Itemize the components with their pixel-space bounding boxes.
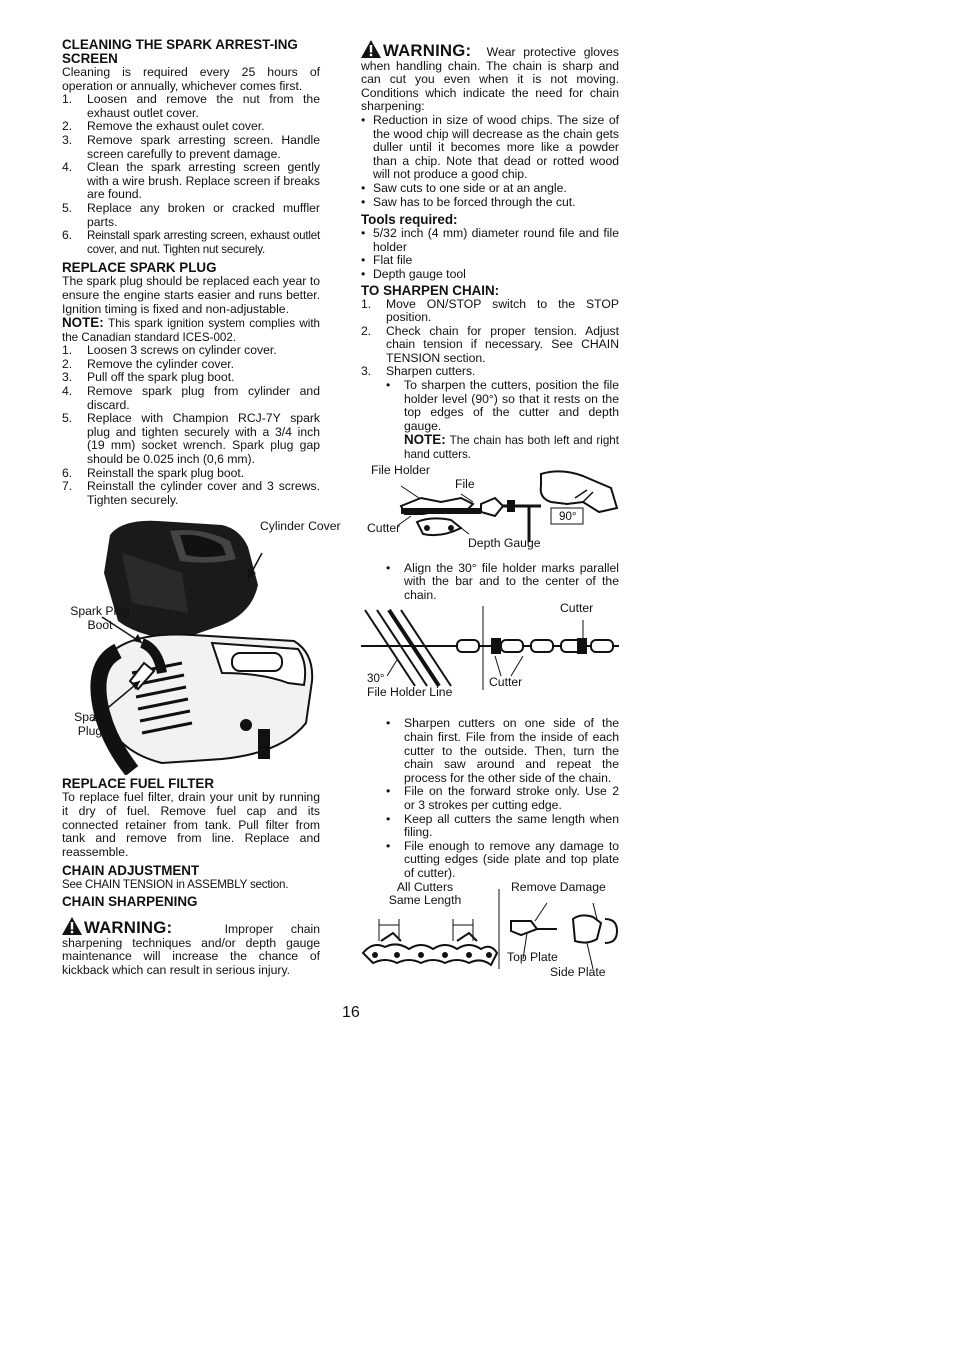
label-angle-30: 30° (367, 672, 385, 686)
list-item: • Align the 30° file holder marks parallel with the bar and to the center of the chain. (386, 562, 619, 603)
file-holder-figure (361, 462, 619, 556)
cutters-figure (361, 879, 619, 987)
spark-screen-steps (62, 93, 320, 256)
left-column (62, 37, 341, 977)
list-item: 2. Check chain for proper tension. Adjust chain tension if necessary. See CHAIN TENSION section. (361, 323, 619, 365)
file-holder-line-figure (361, 601, 619, 712)
warning-icon (361, 40, 381, 58)
tools-required-title: Tools required: (361, 212, 458, 228)
sharpen-substeps-3 (361, 717, 619, 880)
section-title-spark-plug: REPLACE SPARK PLUG (62, 260, 217, 276)
list-item: 5. Replace with Champion RCJ-7Y spark plug and tighten securely with a 3/4 inch (19 mm) socket wrench. Spark plug gap should be 0.025 inch (0,6 mm). (62, 411, 320, 467)
list-item: 3. Pull off the spark plug boot. (62, 370, 235, 385)
list-item: 1. Loosen 3 screws on cylinder cover. (62, 343, 277, 358)
spark-plug-note: NOTE: This spark ignition system complies with the Canadian standard ICES-002. (62, 315, 320, 344)
spark-screen-intro: Cleaning is required every 25 hours of operation or annually, whichever comes first. (62, 65, 320, 93)
list-item: • File on the forward stroke only. Use 2 or 3 strokes per cutting edge. (386, 785, 619, 812)
list-item: • Reduction in size of wood chips. The size of the wood chip will decrease as the chain gets duller until it becomes more like a powder than a chip. Note that dead or rotted wood will not produce a good chip. (361, 114, 619, 182)
label-depth-gauge: Depth Gauge (468, 535, 541, 550)
list-item: • Flat file (361, 254, 619, 268)
list-item: 4. Clean the spark arresting screen gently with a wire brush. Replace screen if breaks are found. (62, 160, 320, 202)
list-item: • Saw has to be forced through the cut. (361, 196, 619, 210)
section-title-fuel-filter: REPLACE FUEL FILTER (62, 776, 215, 792)
label-spark-plug-boot: Spark Plug Boot (70, 604, 130, 632)
label-file-holder: File Holder (371, 462, 430, 477)
label-cutter-top: Cutter (560, 601, 594, 616)
label-remove-damage: Remove Damage (511, 879, 606, 894)
label-top-plate: Top Plate (507, 949, 558, 964)
list-item: 2. Remove the cylinder cover. (62, 356, 234, 371)
page-number: 16 (342, 1004, 360, 1021)
list-item: • Sharpen cutters on one side of the chain first. File from the inside of each cutter to the outside. Then, turn the chain saw around and repeat the process for the other side of the chain. (386, 717, 619, 785)
sharpen-substeps-2 (361, 562, 619, 603)
spark-plug-intro: The spark plug should be replaced each year to ensure the engine starts easier and runs better. Ignition timing is fixed and non-adjustable. (62, 274, 320, 316)
list-item: • Depth gauge tool (361, 268, 619, 282)
chain-adjustment-text: See CHAIN TENSION in ASSEMBLY section. (62, 878, 289, 892)
list-item: 2. Remove the exhaust oulet cover. (62, 119, 265, 134)
warning-icon (62, 917, 82, 935)
to-sharpen-chain-title: TO SHARPEN CHAIN: (361, 282, 500, 298)
label-file: File (455, 476, 475, 491)
list-item: 1. Loosen and remove the nut from the exhaust outlet cover. (62, 92, 320, 120)
fuel-filter-text: To replace fuel filter, drain your unit by running it dry of fuel. Remove fuel cap and its connected retainer from tank. Pull filter from tank and remove from line. Replace and reassemble. (62, 790, 320, 859)
sharpen-substeps-1 (361, 379, 619, 462)
label-all-cutters-same-length: All Cutters Same Length (388, 879, 462, 907)
right-column (361, 41, 619, 987)
label-cylinder-cover: Cylinder Cover (260, 519, 341, 534)
section-title-chain-sharpening: CHAIN SHARPENING (62, 893, 198, 909)
list-item: 1. Move ON/STOP switch to the STOP position. (361, 296, 619, 325)
tools-list (361, 227, 619, 281)
list-item: 6. Reinstall the spark plug boot. (62, 465, 245, 480)
chain-sharpening-warning: WARNING: Improper chain sharpening techniques and/or depth gauge maintenance will increase the chance of kickback which can result in serious injury. (62, 917, 320, 977)
list-item: 3. Sharpen cutters. (361, 364, 476, 379)
label-side-plate: Side Plate (550, 964, 606, 979)
list-item: 5. Replace any broken or cracked muffler parts. (62, 200, 320, 229)
list-item: 7. Reinstall the cylinder cover and 3 screws. Tighten securely. (62, 479, 320, 507)
list-item: • To sharpen the cutters, position the file holder level (90°) so that it rests on the top edges of the cutter and depth gauge. NOTE: The chain has both left and right hand cutters. (386, 379, 619, 462)
list-item: • Saw cuts to one side or at an angle. (361, 182, 619, 196)
label-angle-90: 90° (559, 509, 577, 523)
sharpening-conditions (361, 114, 619, 209)
section-title-spark-screen: CLEANING THE SPARK ARREST-ING SCREEN (62, 37, 298, 66)
list-item: • Keep all cutters the same length when filing. (386, 813, 619, 840)
label-cutter-bottom: Cutter (489, 675, 523, 690)
spark-plug-steps (62, 344, 320, 507)
section-title-chain-adjustment: CHAIN ADJUSTMENT (62, 863, 200, 879)
label-file-holder-line: File Holder Line (367, 685, 453, 700)
label-spark-plug: Spark Plug (74, 710, 106, 738)
list-item: • 5/32 inch (4 mm) diameter round file and file holder (361, 227, 619, 254)
wear-gloves-warning: WARNING: Wear protective gloves when handling chain. The chain is sharp and can cut you even when it is not moving. Conditions which indicate the need for chain sharpening: (361, 41, 619, 114)
list-item: 4. Remove spark plug from cylinder and discard. (62, 384, 320, 412)
label-cutter: Cutter (367, 520, 401, 535)
list-item: 6. Reinstall spark arresting screen, exhaust outlet cover, and nut. Tighten nut securely. (62, 228, 320, 256)
list-item: • File enough to remove any damage to cutting edges (side plate and top plate of cutter). (386, 840, 619, 881)
sharpen-steps (361, 298, 619, 380)
spark-plug-figure (62, 513, 341, 775)
list-item: 3. Remove spark arresting screen. Handle screen carefully to prevent damage. (62, 132, 320, 161)
